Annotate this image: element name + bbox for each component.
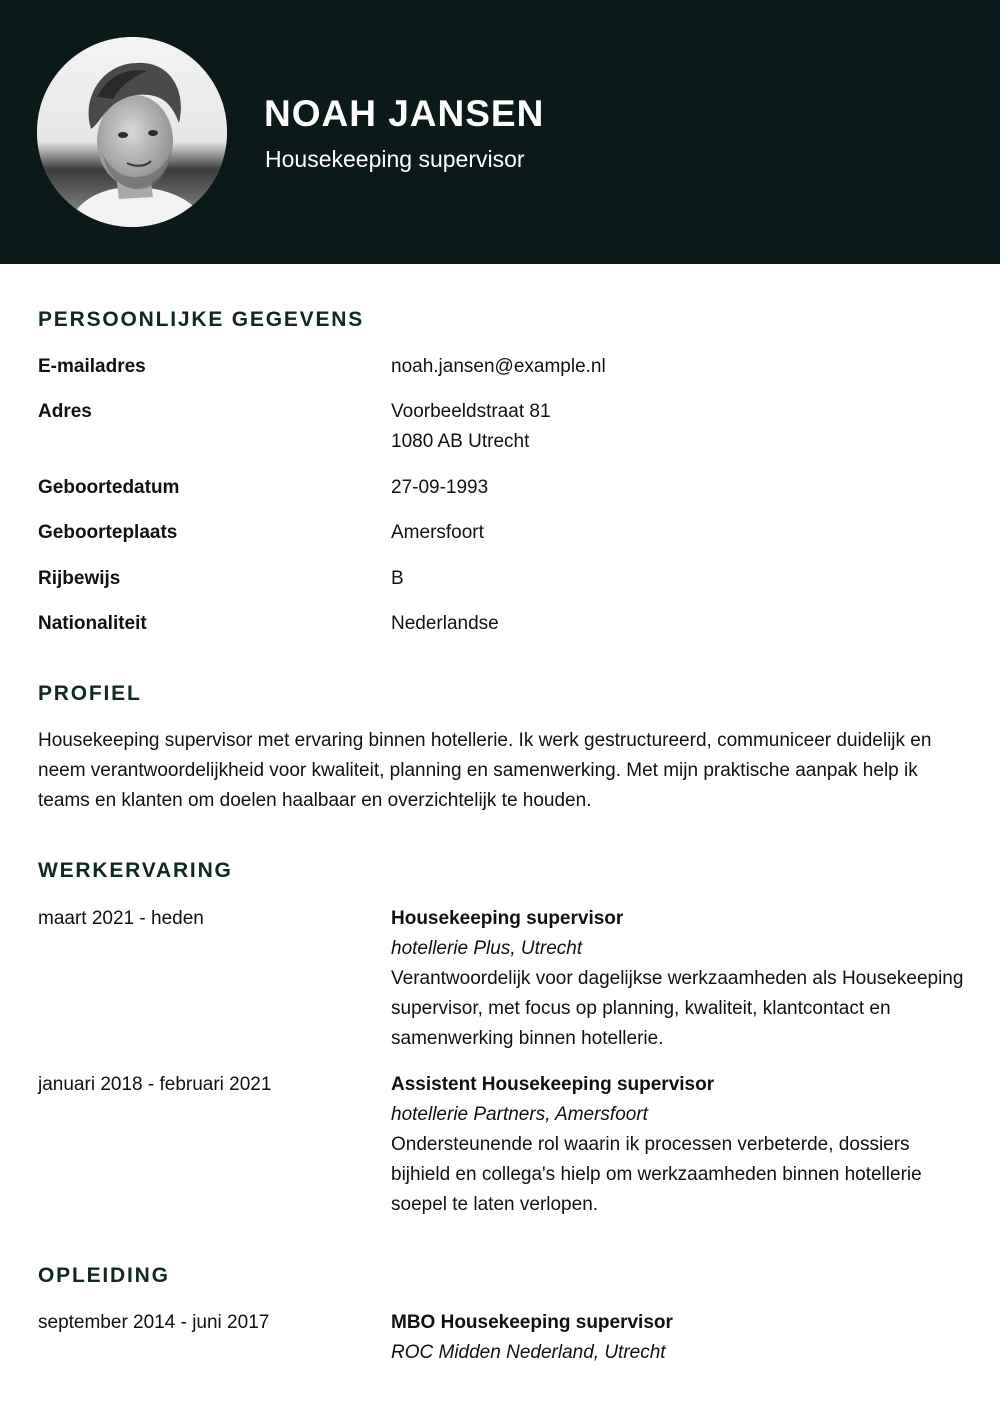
email-label: E-mailadres (38, 356, 146, 377)
education-title: MBO Housekeeping supervisor (391, 1312, 673, 1333)
section-heading-education: OPLEIDING (38, 1264, 170, 1287)
address-line-1: Voorbeeldstraat 81 (391, 401, 551, 422)
address-label: Adres (38, 401, 92, 422)
section-heading-personal: PERSOONLIJKE GEGEVENS (38, 308, 365, 331)
license-label: Rijbewijs (38, 568, 121, 589)
experience-organization: hotellerie Partners, Amersfoort (391, 1104, 648, 1125)
nationality-label: Nationaliteit (38, 613, 147, 634)
birthdate-label: Geboortedatum (38, 477, 180, 498)
birthdate-value: 27-09-1993 (391, 477, 489, 498)
education-institution: ROC Midden Nederland, Utrecht (391, 1342, 666, 1363)
education-details (391, 1308, 971, 1368)
birthplace-label: Geboorteplaats (38, 522, 178, 543)
address-value (391, 397, 971, 457)
candidate-job-title: Housekeeping supervisor (265, 146, 525, 172)
email-value: noah.jansen@example.nl (391, 356, 606, 377)
experience-item (38, 1070, 962, 1220)
candidate-name: NOAH JANSEN (264, 93, 545, 134)
header-banner (0, 0, 1000, 264)
experience-details (391, 1070, 971, 1220)
experience-period: januari 2018 - februari 2021 (38, 1074, 272, 1095)
profile-photo (37, 37, 227, 227)
section-heading-profile: PROFIEL (38, 682, 142, 705)
experience-title: Housekeeping supervisor (391, 908, 624, 929)
profile-photo-image (37, 37, 227, 227)
birthplace-value: Amersfoort (391, 522, 484, 543)
education-period: september 2014 - juni 2017 (38, 1312, 270, 1333)
nationality-value: Nederlandse (391, 613, 499, 634)
experience-item (38, 904, 962, 1054)
section-heading-experience: WERKERVARING (38, 859, 233, 882)
experience-organization: hotellerie Plus, Utrecht (391, 938, 583, 959)
profile-summary: Housekeeping supervisor met ervaring binnen hotellerie. Ik werk gestructureerd, communiceer duidelijk en neem verantwoordelijkheid voor kwaliteit, planning en samenwerking. Met mijn praktische aanpak help ik teams en klanten om doelen haalbaar en overzichtelijk te houden. (38, 730, 932, 811)
license-value: B (391, 568, 404, 589)
experience-description: Ondersteunende rol waarin ik processen verbeterde, dossiers bijhield en collega's hielp om werkzaamheden binnen hotellerie soepel te laten verlopen. (391, 1134, 922, 1215)
experience-description: Verantwoordelijk voor dagelijkse werkzaamheden als Housekeeping supervisor, met focus op planning, kwaliteit, klantcontact en samenwerking binnen hotellerie. (391, 968, 964, 1049)
personal-row-address (38, 397, 962, 457)
experience-period: maart 2021 - heden (38, 908, 204, 929)
experience-title: Assistent Housekeeping supervisor (391, 1074, 715, 1095)
education-item (38, 1308, 962, 1368)
experience-details (391, 904, 971, 1054)
address-line-2: 1080 AB Utrecht (391, 431, 530, 452)
